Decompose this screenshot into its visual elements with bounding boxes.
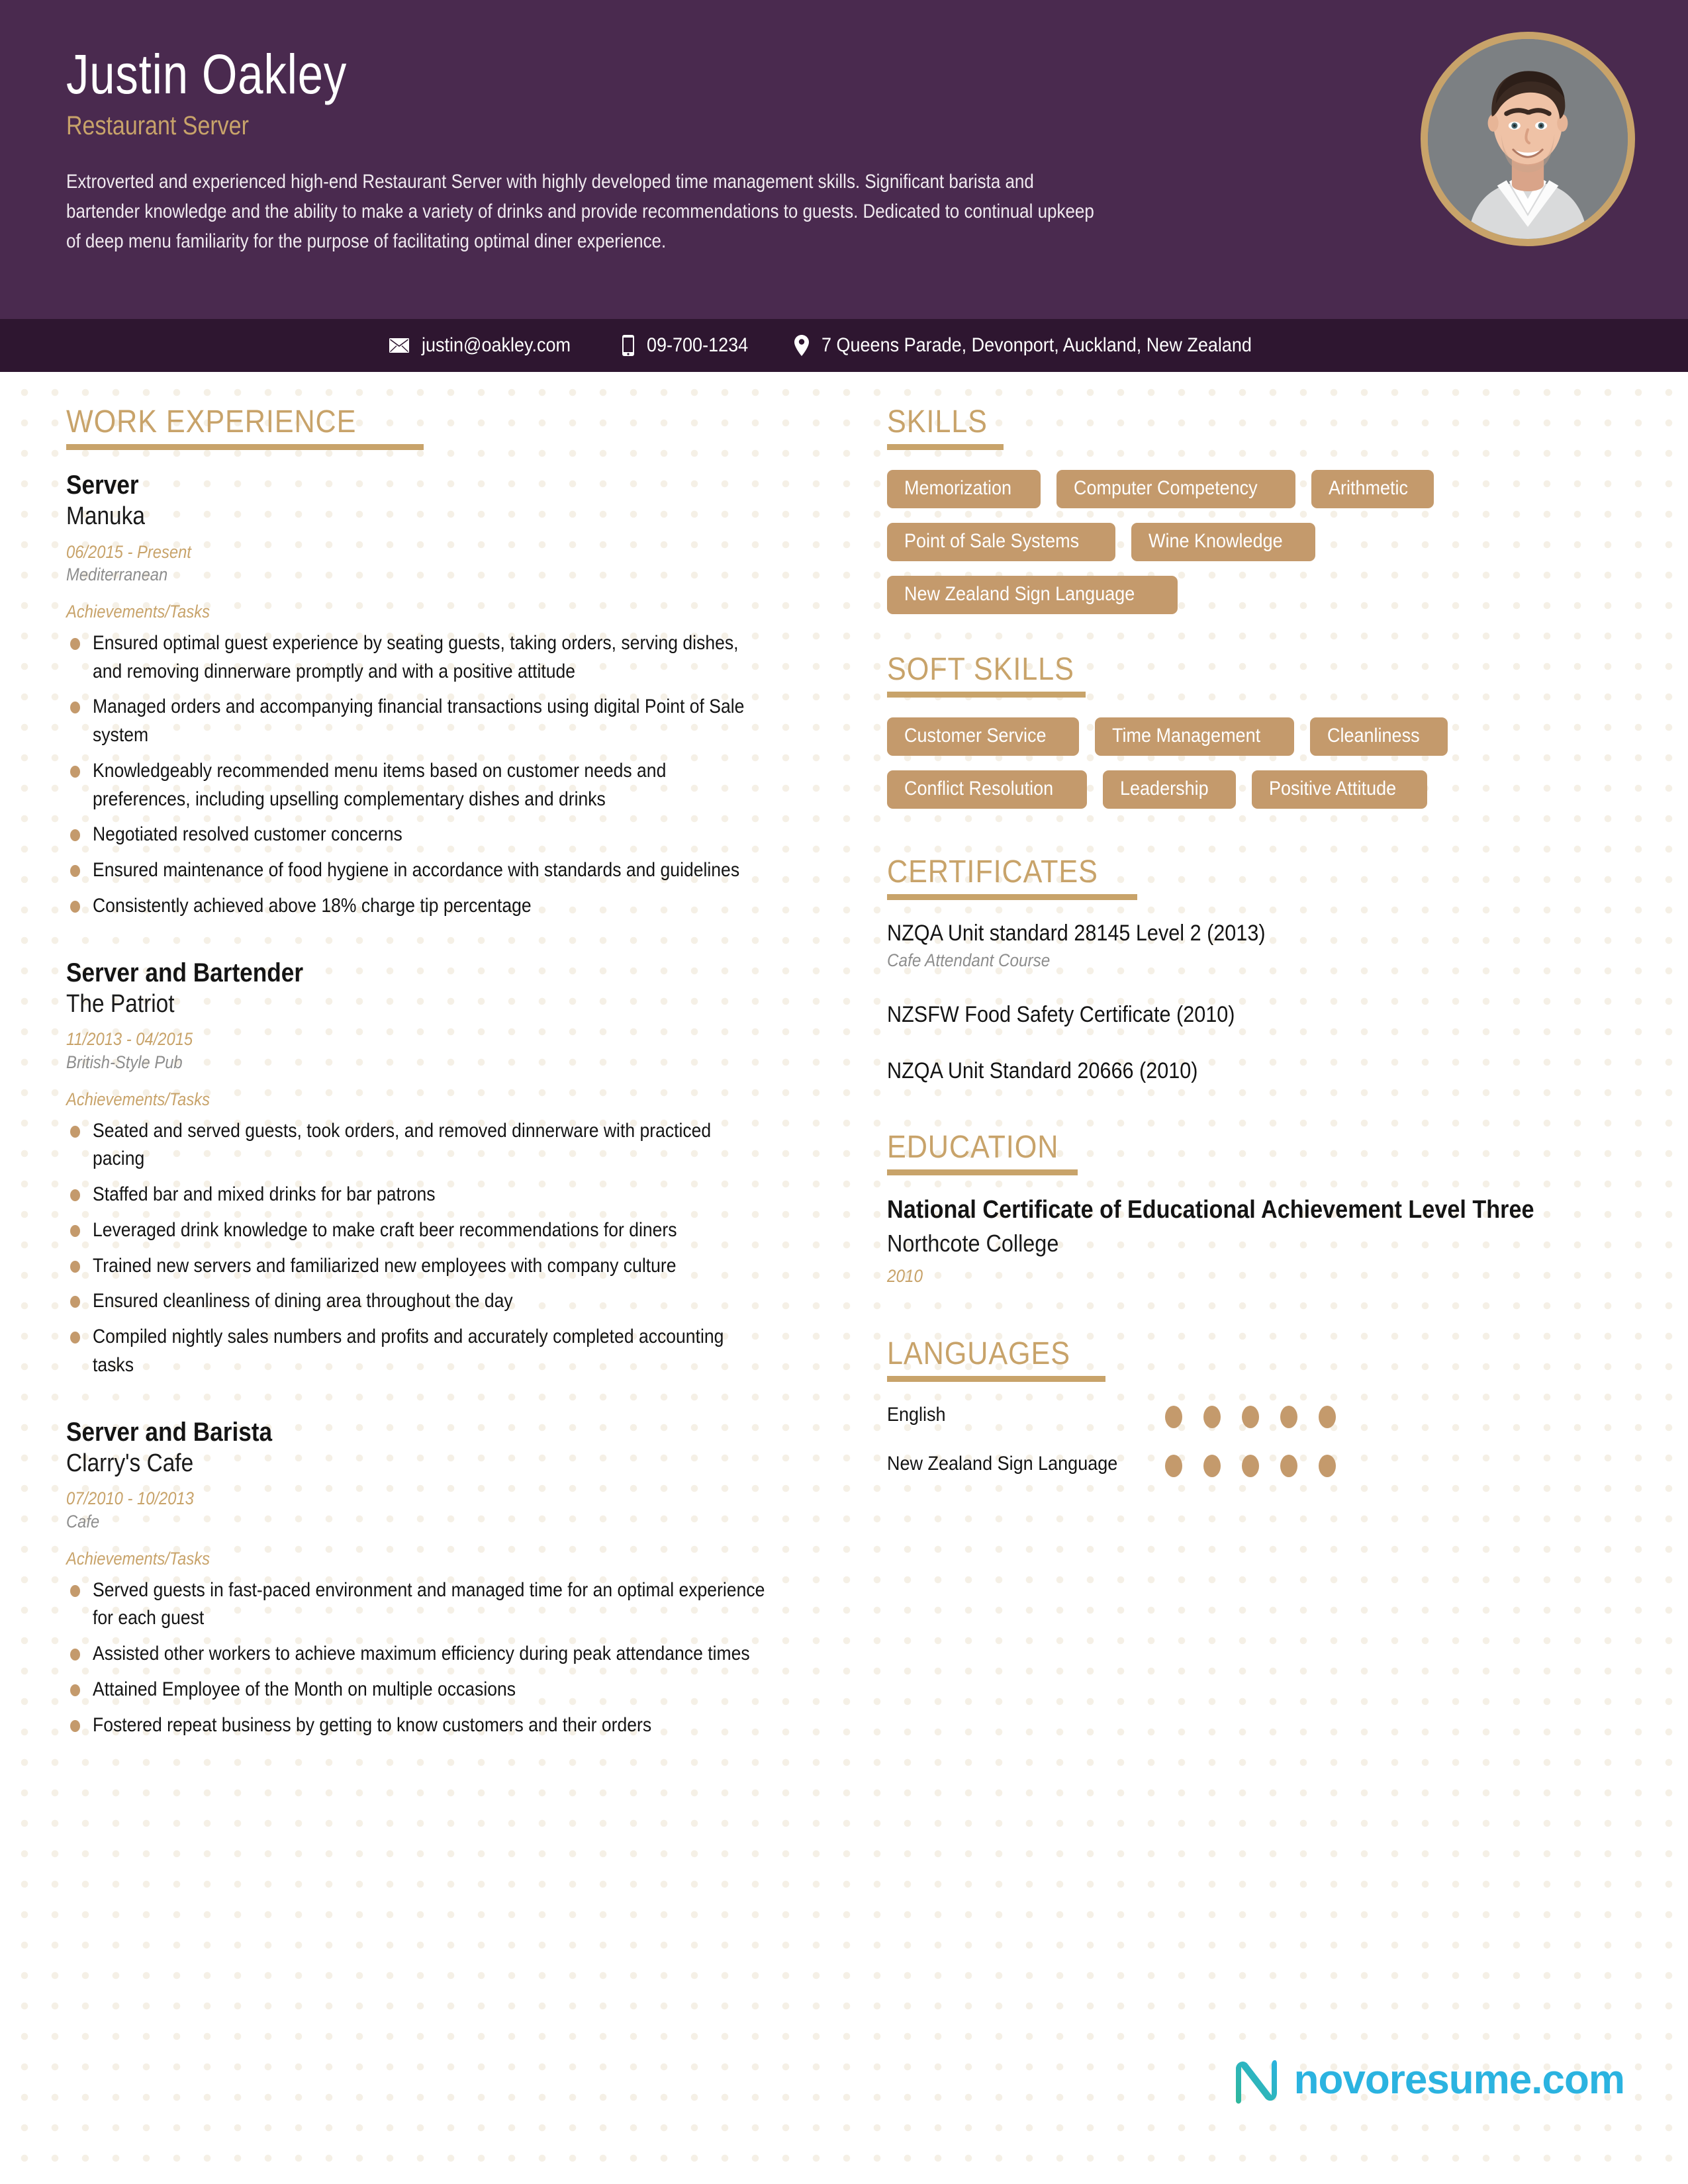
education-degree: National Certificate of Educational Achievement Level Three xyxy=(887,1196,1534,1224)
languages-heading: LANGUAGES xyxy=(887,1336,1070,1372)
skills-pill-group xyxy=(887,470,1615,614)
heading-rule xyxy=(887,1376,1105,1382)
heading-rule xyxy=(887,692,1086,698)
page-title: Justin Oakley xyxy=(66,43,348,105)
resume-header xyxy=(0,0,1688,319)
skill-label: Arithmetic xyxy=(1328,477,1408,499)
section-certificates xyxy=(887,856,1615,1084)
soft-skill-label: Conflict Resolution xyxy=(904,778,1054,799)
rating-dot xyxy=(1203,1406,1221,1428)
bullet-text: Ensured optimal guest experience by seating guests, taking orders, serving dishes, and removing dinnerware promptly and with a positive attitude xyxy=(93,631,739,682)
skill-label: Wine Knowledge xyxy=(1149,530,1284,552)
bullet-text: Served guests in fast-paced environment and managed time for an optimal experience for each guest xyxy=(93,1578,765,1629)
language-item xyxy=(887,1402,1615,1428)
education-year: 2010 xyxy=(887,1266,923,1287)
soft-skill-pill xyxy=(1103,770,1235,809)
section-languages xyxy=(887,1338,1615,1477)
list-item xyxy=(66,1252,768,1281)
rating-dot xyxy=(1165,1455,1182,1477)
section-education xyxy=(887,1132,1615,1287)
experience-company: Clarry's Cafe xyxy=(66,1449,194,1477)
novoresume-logo-text: novoresume.com xyxy=(1293,2057,1624,2103)
certificates-heading: CERTIFICATES xyxy=(887,854,1098,889)
skill-label: New Zealand Sign Language xyxy=(904,583,1135,605)
education-school: Northcote College xyxy=(887,1230,1059,1257)
novoresume-mark-icon xyxy=(1231,2054,1282,2106)
bullet-text: Consistently achieved above 18% charge tip percentage xyxy=(93,894,532,917)
skill-label: Point of Sale Systems xyxy=(904,530,1080,552)
rating-dot xyxy=(1203,1455,1221,1477)
experience-dates: 11/2013 - 04/2015 xyxy=(66,1029,193,1050)
contact-phone-text: 09-700-1234 xyxy=(646,334,748,356)
language-level-rating xyxy=(1165,1402,1336,1428)
heading-rule xyxy=(66,444,424,450)
rating-dot xyxy=(1165,1406,1182,1428)
certificate-title: NZQA Unit Standard 20666 (2010) xyxy=(887,1058,1198,1083)
contact-address[interactable] xyxy=(794,334,1299,357)
language-level-rating xyxy=(1165,1451,1336,1477)
contact-address-text: 7 Queens Parade, Devonport, Auckland, New Zealand xyxy=(821,334,1252,356)
soft-skill-label: Customer Service xyxy=(904,725,1047,747)
bullet-text: Staffed bar and mixed drinks for bar patrons xyxy=(93,1183,436,1206)
bullet-text: Assisted other workers to achieve maximum efficiency during peak attendance times xyxy=(93,1643,750,1665)
experience-company: The Patriot xyxy=(66,989,175,1018)
certificate-item xyxy=(887,1058,1615,1085)
experience-item xyxy=(66,470,768,921)
rating-dot xyxy=(1319,1406,1336,1428)
work-experience-heading: WORK EXPERIENCE xyxy=(66,404,357,439)
section-skills xyxy=(887,406,1615,614)
experience-type: Mediterranean xyxy=(66,565,168,585)
experience-company: Manuka xyxy=(66,502,145,530)
language-item xyxy=(887,1451,1615,1477)
skill-pill xyxy=(887,470,1041,508)
contact-phone[interactable] xyxy=(622,334,759,357)
certificate-title: NZSFW Food Safety Certificate (2010) xyxy=(887,1001,1235,1027)
rating-dot xyxy=(1242,1406,1259,1428)
bullet-text: Compiled nightly sales numbers and profits and accurately completed accounting tasks xyxy=(93,1326,724,1376)
contact-bar xyxy=(0,319,1688,372)
soft-skill-pill xyxy=(1252,770,1427,809)
resume-body xyxy=(0,372,1688,1747)
rating-dot xyxy=(1280,1406,1297,1428)
contact-email[interactable] xyxy=(389,334,587,357)
soft-skill-label: Leadership xyxy=(1120,778,1209,799)
rating-dot xyxy=(1319,1455,1336,1477)
achievements-label: Achievements/Tasks xyxy=(66,1089,211,1110)
soft-skill-pill xyxy=(1310,717,1447,756)
bullet-text: Attained Employee of the Month on multiple occasions xyxy=(93,1678,516,1700)
experience-dates: 06/2015 - Present xyxy=(66,541,191,562)
skill-label: Computer Competency xyxy=(1074,477,1258,499)
language-name: English xyxy=(887,1404,946,1426)
bullet-text: Seated and served guests, took orders, and removed dinnerware with practiced pacing xyxy=(93,1119,712,1170)
bullet-text: Fostered repeat business by getting to know customers and their orders xyxy=(93,1713,652,1736)
experience-title: Server xyxy=(66,471,139,500)
right-column xyxy=(841,406,1688,1747)
rating-dot xyxy=(1280,1455,1297,1477)
soft-skill-pill xyxy=(887,717,1079,756)
bullet-text: Managed orders and accompanying financial transactions using digital Point of Sale system xyxy=(93,696,745,747)
list-item xyxy=(66,1287,768,1316)
experience-dates: 07/2010 - 10/2013 xyxy=(66,1488,194,1509)
phone-icon xyxy=(622,334,635,357)
job-title-subheading: Restaurant Server xyxy=(66,111,249,140)
profile-summary: Extroverted and experienced high-end Restaurant Server with highly developed time management skills. Significant barista and bartender knowledge and the ability to make a variety of drinks and provide recommendations to guests. Dedicated to continual upkeep of deep menu familiarity for the purpose of facilitating optimal diner experience. xyxy=(66,171,1094,252)
list-item xyxy=(66,1640,768,1668)
skill-pill xyxy=(887,523,1115,561)
left-column xyxy=(0,406,841,1747)
education-heading: EDUCATION xyxy=(887,1130,1059,1165)
mail-icon xyxy=(389,338,410,353)
list-item xyxy=(66,821,768,849)
list-item xyxy=(66,629,768,686)
experience-bullets xyxy=(66,1576,768,1740)
list-item xyxy=(66,757,768,814)
soft-skill-pill xyxy=(1095,717,1294,756)
soft-skill-label: Time Management xyxy=(1112,725,1261,747)
bullet-text: Trained new servers and familiarized new employees with company culture xyxy=(93,1254,677,1277)
bullet-text: Knowledgeably recommended menu items based on customer needs and preferences, including upselling complementary dishes and drinks xyxy=(93,759,667,810)
achievements-label: Achievements/Tasks xyxy=(66,602,211,622)
skill-pill xyxy=(1311,470,1434,508)
soft-skills-pill-group xyxy=(887,717,1615,809)
list-item xyxy=(66,1576,768,1633)
experience-title: Server and Bartender xyxy=(66,958,304,987)
achievements-label: Achievements/Tasks xyxy=(66,1549,211,1569)
list-item xyxy=(66,856,768,885)
experience-type: Cafe xyxy=(66,1512,100,1532)
certificate-item xyxy=(887,1001,1615,1028)
list-item xyxy=(66,1676,768,1704)
location-pin-icon xyxy=(794,334,810,357)
rating-dot xyxy=(1242,1455,1259,1477)
heading-rule xyxy=(887,894,1137,900)
experience-bullets xyxy=(66,629,768,921)
avatar xyxy=(1421,32,1635,246)
soft-skill-pill xyxy=(887,770,1087,809)
skill-label: Memorization xyxy=(904,477,1012,499)
section-soft-skills xyxy=(887,654,1615,809)
language-name: New Zealand Sign Language xyxy=(887,1453,1118,1475)
experience-title: Server and Barista xyxy=(66,1417,273,1447)
list-item xyxy=(66,1323,768,1380)
bullet-text: Negotiated resolved customer concerns xyxy=(93,823,402,846)
profile-photo xyxy=(1428,39,1628,239)
heading-rule xyxy=(887,1169,1078,1175)
list-item xyxy=(66,892,768,921)
bullet-text: Leveraged drink knowledge to make craft beer recommendations for diners xyxy=(93,1218,677,1241)
soft-skill-label: Positive Attitude xyxy=(1268,778,1396,799)
soft-skill-label: Cleanliness xyxy=(1327,725,1420,747)
heading-rule xyxy=(887,444,1004,450)
experience-bullets xyxy=(66,1117,768,1380)
experience-item xyxy=(66,958,768,1380)
list-item xyxy=(66,1216,768,1245)
bullet-text: Ensured maintenance of food hygiene in accordance with standards and guidelines xyxy=(93,859,740,882)
skill-pill xyxy=(1131,523,1315,561)
list-item xyxy=(66,693,768,750)
section-work-experience xyxy=(66,406,768,1739)
experience-item xyxy=(66,1417,768,1740)
list-item xyxy=(66,1711,768,1740)
skills-heading: SKILLS xyxy=(887,404,988,439)
novoresume-logo[interactable] xyxy=(1231,2054,1624,2106)
list-item xyxy=(66,1181,768,1209)
soft-skills-heading: SOFT SKILLS xyxy=(887,652,1074,687)
bullet-text: Ensured cleanliness of dining area throughout the day xyxy=(93,1290,513,1312)
skill-pill xyxy=(887,576,1178,614)
contact-email-text: justin@oakley.com xyxy=(421,334,571,356)
certificate-subtitle: Cafe Attendant Course xyxy=(887,950,1051,970)
certificate-title: NZQA Unit standard 28145 Level 2 (2013) xyxy=(887,921,1266,946)
list-item xyxy=(66,1117,768,1174)
experience-type: British-Style Pub xyxy=(66,1052,183,1073)
certificate-item xyxy=(887,920,1615,972)
skill-pill xyxy=(1056,470,1295,508)
